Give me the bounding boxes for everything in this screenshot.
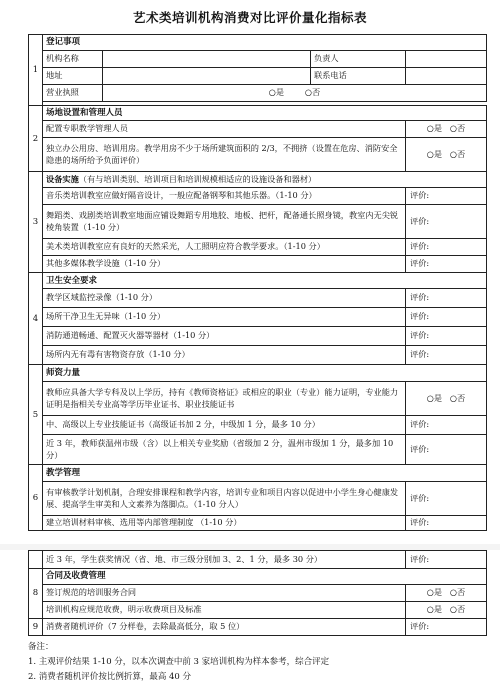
yes-radio[interactable]: ○是 <box>426 604 443 615</box>
section-header-note: （有与培训类别、培训项目和培训规模相适应的设施设备和器材） <box>78 173 317 184</box>
field-label: 营业执照 <box>43 85 103 102</box>
criterion-text: 其他多媒体教学设施（1-10 分） <box>43 256 406 273</box>
section-index: 9 <box>29 619 43 636</box>
section-header-bold: 设备实施 <box>46 173 79 184</box>
criterion-text: 消防通道畅通、配置灭火器等器材（1-10 分） <box>43 327 406 346</box>
note-item: 1. 主观评价结果 1-10 分，以本次调查中前 3 家培训机构为样本参考，综合评定 <box>28 656 330 667</box>
section-header: 卫生安全要求 <box>43 273 487 289</box>
field-label: 负责人 <box>311 51 406 68</box>
criterion-text: 场所干净卫生无异味（1-10 分） <box>43 308 406 327</box>
field-label: 联系电话 <box>311 68 406 85</box>
yes-radio[interactable]: ○是 <box>426 148 443 159</box>
score-field[interactable]: 评价: <box>406 188 487 205</box>
no-radio[interactable]: ○否 <box>304 87 321 98</box>
section-header: 场地设置和管理人员 <box>43 106 487 121</box>
criterion-text: 配置专职教学管理人员 <box>43 121 406 138</box>
address-field[interactable] <box>103 68 311 85</box>
criterion-text: 舞蹈类、戏剧类培训教室地面应铺设舞蹈专用地胶、地板、把杆，配备通长照身镜，教室内无尖锐棱角装置（1-10 分） <box>43 205 406 239</box>
criterion-text: 中、高级以上专业技能证书（高级证书加 2 分，中级加 1 分，最多 10 分） <box>43 416 406 435</box>
field-label: 地址 <box>43 68 103 85</box>
yes-radio[interactable]: ○是 <box>426 587 443 598</box>
section-header: 合同及收费管理 <box>43 569 487 585</box>
criterion-text: 签订规范的培训服务合同 <box>43 585 406 602</box>
score-field[interactable]: 评价: <box>406 239 487 256</box>
license-options <box>103 85 487 102</box>
criterion-text: 教学区域监控录像（1-10 分） <box>43 289 406 308</box>
criterion-text: 培训机构应规范收费，明示收费项目及标准 <box>43 602 406 619</box>
section-index: 3 <box>29 172 43 273</box>
criterion-text: 近 3 年，学生获奖情况（省、地、市三级分别加 3、2、1 分，最多 30 分） <box>43 551 406 569</box>
yes-no-options <box>406 138 487 172</box>
score-field[interactable]: 评价: <box>406 482 487 516</box>
evaluation-table-page2 <box>28 550 487 636</box>
org-name-field[interactable] <box>103 51 311 68</box>
section-index: 8 <box>29 569 43 619</box>
score-field[interactable]: 评价: <box>406 205 487 239</box>
no-radio[interactable]: ○否 <box>449 123 466 134</box>
criterion-text: 独立办公用房、培训用房。教学用房不少于场所建筑面积的 2/3，不拥挤（设置在危房、消防安全隐患的场所给予负面评价） <box>43 138 406 172</box>
score-field[interactable]: 评价: <box>406 256 487 273</box>
note-item: 2. 消费者随机评价按比例折算，最高 40 分 <box>28 671 192 682</box>
score-field[interactable]: 评价: <box>406 516 487 531</box>
section-index: 6 <box>29 465 43 531</box>
no-radio[interactable]: ○否 <box>449 392 466 403</box>
score-field[interactable]: 评价: <box>406 346 487 365</box>
section-header: 师资力量 <box>43 365 487 382</box>
person-field[interactable] <box>406 51 487 68</box>
section-index: 4 <box>29 273 43 365</box>
score-field[interactable]: 评价: <box>406 416 487 435</box>
section-index: 5 <box>29 365 43 465</box>
section-index: 1 <box>29 35 43 106</box>
criterion-text: 消费者随机评价（7 分样卷，去除最高低分，取 5 位） <box>43 619 406 636</box>
criterion-text: 有审核教学计划机制，合理安排课程和教学内容，培训专业和项目内容以促进中小学生身心健康发展、提高学生审美和人文素养为落脚点。（1-10 分人） <box>43 482 406 516</box>
phone-field[interactable] <box>406 68 487 85</box>
score-field[interactable]: 评价: <box>406 435 487 465</box>
evaluation-table-page1 <box>28 34 487 531</box>
yes-no-options <box>406 602 487 619</box>
yes-radio[interactable]: ○是 <box>426 123 443 134</box>
yes-no-options <box>406 382 487 416</box>
score-field[interactable]: 评价: <box>406 308 487 327</box>
yes-radio[interactable]: ○是 <box>426 392 443 403</box>
criterion-text: 建立培训材料审核、选用等内部管理制度 （1-10 分） <box>43 516 406 531</box>
document-title: 艺术类培训机构消费对比评价量化指标表 <box>132 10 367 25</box>
no-radio[interactable]: ○否 <box>449 587 466 598</box>
no-radio[interactable]: ○否 <box>449 148 466 159</box>
score-field[interactable]: 评价: <box>406 327 487 346</box>
field-label: 机构名称 <box>43 51 103 68</box>
section-index: 2 <box>29 106 43 172</box>
score-field[interactable]: 评价: <box>406 619 487 636</box>
no-radio[interactable]: ○否 <box>449 604 466 615</box>
notes-heading: 备注： <box>28 642 54 652</box>
criterion-text: 美术类培训教室应有良好的天然采光，人工照明应符合教学要求。（1-10 分） <box>43 239 406 256</box>
score-field[interactable]: 评价: <box>406 551 487 569</box>
criterion-text: 音乐类培训教室应做好隔音设计，一般应配备钢琴和其他乐器。（1-10 分） <box>43 188 406 205</box>
criterion-text: 教师应具备大学专科及以上学历，持有《教师资格证》或相应的职业（专业）能力证明，专业能力证明是指相关专业高等学历毕业证书、职业技能证书 <box>43 382 406 416</box>
criterion-text: 近 3 年，教师获温州市级（含）以上相关专业奖励（省级加 2 分，温州市级加 1 分，最多加 10 分） <box>43 435 406 465</box>
section-header <box>43 172 487 188</box>
notes-section <box>28 640 329 685</box>
yes-no-options <box>406 585 487 602</box>
criterion-text: 场所内无有毒有害物资存放（1-10 分） <box>43 346 406 365</box>
section-header: 教学管理 <box>43 465 487 482</box>
section-header: 登记事项 <box>43 35 487 51</box>
section-index <box>29 551 43 569</box>
yes-no-options <box>406 121 487 138</box>
yes-radio[interactable]: ○是 <box>268 87 285 98</box>
score-field[interactable]: 评价: <box>406 289 487 308</box>
